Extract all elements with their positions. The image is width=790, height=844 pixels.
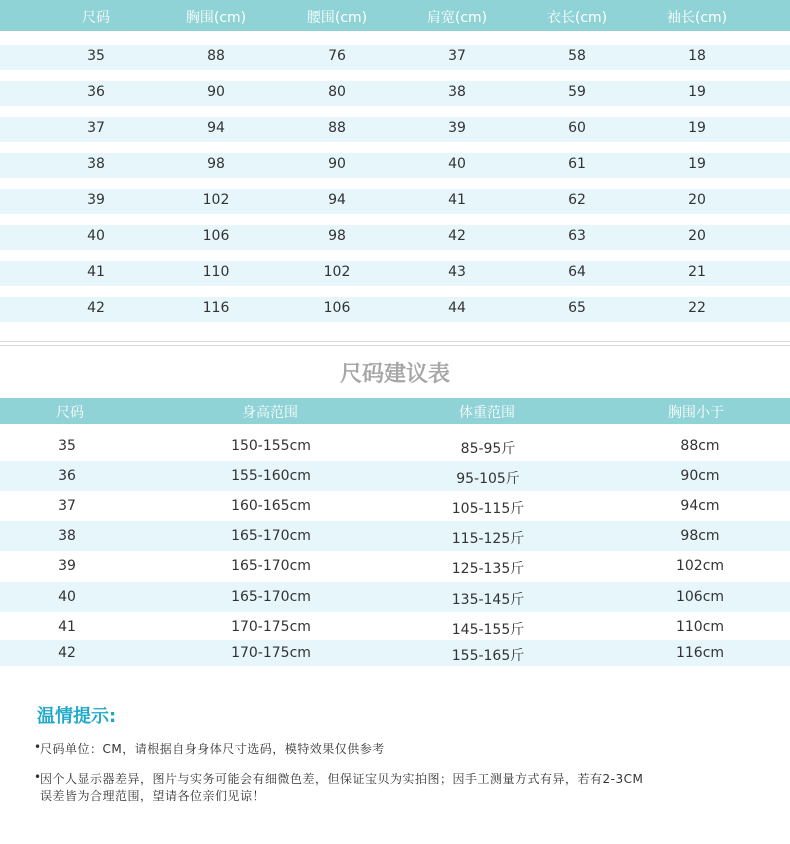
- table1-cell-sleeve: 19: [688, 84, 706, 100]
- table1-cell-length: 61: [568, 156, 586, 172]
- table1-cell-shoulder: 37: [448, 48, 466, 64]
- bullet-icon: •: [34, 770, 42, 784]
- table1-cell-size: 35: [87, 48, 105, 64]
- tip-note-units: [34, 740, 385, 758]
- table1-cell-length: 63: [568, 228, 586, 244]
- table1-cell-waist: 76: [328, 48, 346, 64]
- table2-cell-size: 35: [58, 438, 76, 454]
- table2-cell-weight: 95-105斤: [456, 471, 520, 487]
- table2-cell-size: 39: [58, 558, 76, 574]
- table2-cell-height: 150-155cm: [231, 438, 311, 454]
- table1-row: [0, 297, 790, 322]
- table1-cell-length: 58: [568, 48, 586, 64]
- table1-cell-length: 59: [568, 84, 586, 100]
- table1-cell-waist: 88: [328, 120, 346, 136]
- table2-header-weight: 体重范围: [459, 405, 515, 421]
- bullet-icon: •: [34, 740, 42, 754]
- table2-row: [0, 461, 790, 491]
- tip-note-line1: 因个人显示器差异，图片与实务可能会有细微色差，但保证宝贝为实拍图；因手工测量方式有异，若有2-3CM: [40, 772, 644, 786]
- table1-header-sleeve: 袖长(cm): [666, 10, 728, 26]
- table2-cell-weight: 155-165斤: [451, 648, 525, 664]
- size-recommendation-title: 尺码建议表: [339, 361, 450, 387]
- table1-header-shoulder: 肩宽(cm): [426, 10, 488, 26]
- table1-cell-chest: 94: [207, 120, 225, 136]
- table1-cell-size: 38: [87, 156, 105, 172]
- table2-cell-height: 170-175cm: [231, 645, 311, 661]
- table1-cell-shoulder: 38: [448, 84, 466, 100]
- table2-cell-size: 38: [58, 528, 76, 544]
- table1-cell-waist: 106: [323, 300, 351, 316]
- table2-row: [0, 582, 790, 612]
- tip-note-line2: 误差皆为合理范围，望请各位亲们见谅！: [40, 789, 266, 803]
- table2-cell-height: 165-170cm: [231, 558, 311, 574]
- table2-cell-size: 41: [58, 619, 76, 635]
- table1-cell-chest: 110: [202, 264, 230, 280]
- table2-cell-size: 36: [58, 468, 76, 484]
- table2-header-height: 身高范围: [242, 405, 298, 421]
- table1-header-chest: 胸围(cm): [185, 10, 247, 26]
- table2-cell-height: 165-170cm: [231, 589, 311, 605]
- table2-row: [0, 491, 790, 521]
- table1-header-waist: 腰围(cm): [306, 10, 368, 26]
- table2-row: [0, 640, 790, 666]
- table1-cell-sleeve: 19: [688, 156, 706, 172]
- table1-cell-size: 37: [87, 120, 105, 136]
- table1-cell-waist: 90: [328, 156, 346, 172]
- table1-cell-shoulder: 41: [448, 192, 466, 208]
- table1-cell-waist: 98: [328, 228, 346, 244]
- table2-cell-weight: 145-155斤: [451, 622, 525, 638]
- table2-cell-size: 42: [58, 645, 76, 661]
- table2-header-size: 尺码: [56, 405, 84, 421]
- table2-cell-chest: 88cm: [680, 438, 720, 454]
- table1-cell-size: 42: [87, 300, 105, 316]
- table1-cell-chest: 88: [207, 48, 225, 64]
- table2-cell-height: 160-165cm: [231, 498, 311, 514]
- table2-cell-weight: 135-145斤: [451, 592, 525, 608]
- table1-row: [0, 117, 790, 142]
- table1-cell-shoulder: 43: [448, 264, 466, 280]
- table2-row: [0, 612, 790, 642]
- table2-cell-weight: 85-95斤: [460, 441, 516, 457]
- table2-header-chest: 胸围小于: [668, 405, 724, 421]
- table1-cell-length: 65: [568, 300, 586, 316]
- table1-cell-sleeve: 22: [688, 300, 706, 316]
- table2-cell-chest: 98cm: [680, 528, 720, 544]
- table2-cell-size: 37: [58, 498, 76, 514]
- table1-cell-size: 40: [87, 228, 105, 244]
- table2-cell-chest: 90cm: [680, 468, 720, 484]
- table1-cell-chest: 102: [202, 192, 230, 208]
- table2-cell-height: 165-170cm: [231, 528, 311, 544]
- table1-cell-waist: 80: [328, 84, 346, 100]
- table1-header-length: 衣长(cm): [546, 10, 608, 26]
- table1-cell-chest: 116: [202, 300, 230, 316]
- table1-cell-sleeve: 21: [688, 264, 706, 280]
- table1-cell-length: 62: [568, 192, 586, 208]
- table2-cell-chest: 102cm: [675, 558, 725, 574]
- table1-cell-shoulder: 42: [448, 228, 466, 244]
- table1-cell-length: 64: [568, 264, 586, 280]
- table1-cell-chest: 98: [207, 156, 225, 172]
- table1-cell-sleeve: 20: [688, 192, 706, 208]
- table1-header-size: 尺码: [82, 10, 110, 26]
- table1-cell-chest: 90: [207, 84, 225, 100]
- table1-cell-shoulder: 40: [448, 156, 466, 172]
- table2-cell-weight: 115-125斤: [451, 531, 525, 547]
- table2-row: [0, 551, 790, 581]
- section-divider: [0, 341, 790, 342]
- table1-row: [0, 45, 790, 70]
- tip-note-units-text: 尺码单位：CM，请根据自身身体尺寸选码，模特效果仅供参考: [40, 742, 385, 756]
- table2-cell-chest: 94cm: [680, 498, 720, 514]
- table1-row: [0, 225, 790, 250]
- table1-cell-shoulder: 39: [448, 120, 466, 136]
- table1-cell-sleeve: 20: [688, 228, 706, 244]
- table2-cell-height: 170-175cm: [231, 619, 311, 635]
- table2-row: [0, 431, 790, 461]
- table1-cell-size: 41: [87, 264, 105, 280]
- table1-cell-chest: 106: [202, 228, 230, 244]
- table2-cell-chest: 106cm: [675, 589, 725, 605]
- table2-cell-chest: 110cm: [675, 619, 725, 635]
- section-divider: [0, 345, 790, 346]
- table1-cell-shoulder: 44: [448, 300, 466, 316]
- table1-cell-size: 36: [87, 84, 105, 100]
- table1-row: [0, 189, 790, 214]
- table1-cell-waist: 94: [328, 192, 346, 208]
- table2-cell-chest: 116cm: [675, 645, 725, 661]
- table2-cell-height: 155-160cm: [231, 468, 311, 484]
- table2-cell-weight: 105-115斤: [451, 501, 525, 517]
- table1-cell-waist: 102: [323, 264, 351, 280]
- table2-header: [0, 398, 790, 424]
- tip-note-color-difference: [34, 770, 644, 805]
- table1-cell-sleeve: 18: [688, 48, 706, 64]
- table1-row: [0, 261, 790, 286]
- tips-title: 温情提示:: [37, 706, 117, 727]
- table1-cell-length: 60: [568, 120, 586, 136]
- table2-cell-weight: 125-135斤: [451, 561, 525, 577]
- table2-row: [0, 521, 790, 551]
- table1-cell-size: 39: [87, 192, 105, 208]
- table1-row: [0, 81, 790, 106]
- table2-cell-size: 40: [58, 589, 76, 605]
- table1-cell-sleeve: 19: [688, 120, 706, 136]
- table1-row: [0, 153, 790, 178]
- table1-header: [0, 0, 790, 31]
